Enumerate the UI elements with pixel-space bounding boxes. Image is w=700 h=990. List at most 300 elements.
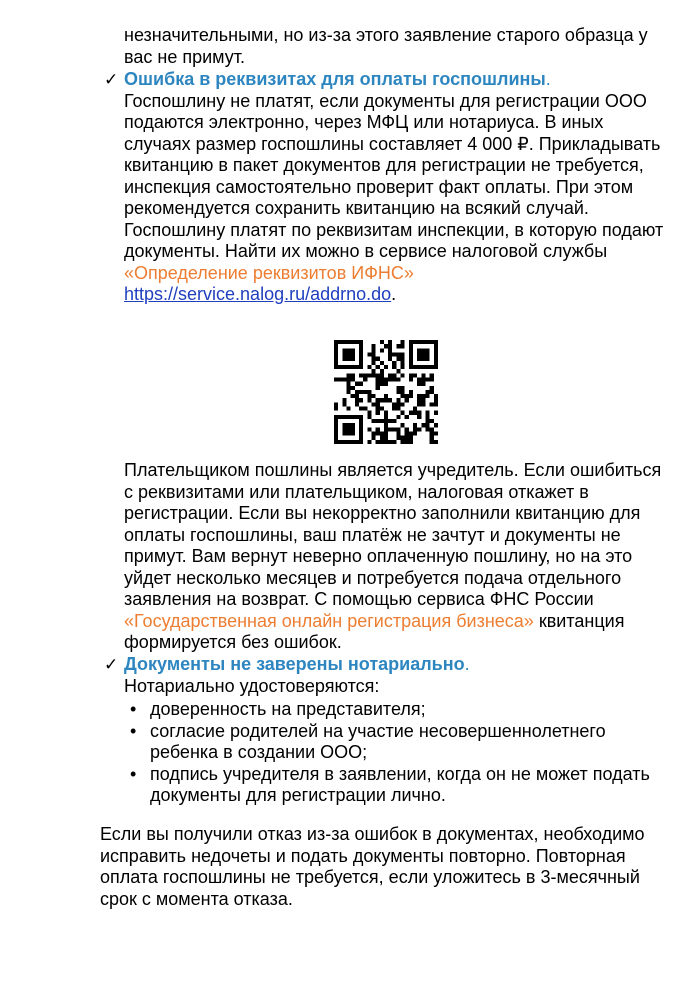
list-item: • подпись учредителя в заявлении, когда он не может подать документы для регистрации лично. bbox=[130, 763, 650, 805]
qr-module bbox=[417, 402, 421, 406]
qr-module bbox=[388, 427, 392, 431]
qr-module bbox=[367, 415, 371, 419]
qr-module bbox=[384, 440, 388, 444]
qr-module bbox=[376, 373, 380, 377]
heading-dot: . bbox=[545, 69, 551, 89]
qr-module bbox=[355, 402, 359, 406]
service-name-online-registration[interactable]: «Государственная онлайн регистрация бизнеса» bbox=[124, 610, 534, 631]
qr-module bbox=[334, 357, 338, 361]
qr-module bbox=[392, 373, 396, 377]
qr-module bbox=[409, 340, 413, 344]
qr-module bbox=[338, 365, 342, 369]
qr-module bbox=[421, 352, 425, 356]
payer-text: Плательщиком пошлины является учредитель. Если ошибиться с реквизитами или плательщиком, налоговая откажет в регистрации. Если вы некорректно заполнили квитанцию для оплаты госпошлины, ваш платёж не зачтут и документы не примут. Вам вернут неверно оплаченную пошлину, но на это уйдет несколько месяцев и потребуется подача отдельного заявления на возврат. С помощью сервиса ФНС России bbox=[124, 460, 662, 609]
qr-module bbox=[367, 352, 371, 356]
qr-module bbox=[359, 352, 363, 356]
qr-module bbox=[392, 365, 396, 369]
qr-module bbox=[384, 419, 388, 423]
qr-module bbox=[334, 432, 338, 436]
qr-module bbox=[409, 390, 413, 394]
qr-module bbox=[405, 398, 409, 402]
qr-module bbox=[430, 390, 434, 394]
qr-module bbox=[392, 419, 396, 423]
qr-module bbox=[426, 377, 430, 381]
qr-module bbox=[359, 398, 363, 402]
qr-module bbox=[380, 432, 384, 436]
qr-module bbox=[346, 390, 350, 394]
qr-module bbox=[367, 427, 371, 431]
qr-module bbox=[351, 348, 355, 352]
qr-module bbox=[346, 357, 350, 361]
qr-module bbox=[351, 377, 355, 381]
qr-module bbox=[359, 365, 363, 369]
url-period: . bbox=[391, 284, 397, 304]
qr-module bbox=[388, 398, 392, 402]
qr-module bbox=[359, 348, 363, 352]
qr-module bbox=[346, 352, 350, 356]
qr-module bbox=[421, 398, 425, 402]
qr-module bbox=[351, 423, 355, 427]
qr-module bbox=[430, 373, 434, 377]
qr-module bbox=[396, 390, 400, 394]
qr-module bbox=[346, 415, 350, 419]
qr-module bbox=[388, 352, 392, 356]
qr-module bbox=[417, 377, 421, 381]
qr-module bbox=[401, 386, 405, 390]
qr-module bbox=[342, 352, 346, 356]
qr-module bbox=[334, 419, 338, 423]
qr-module bbox=[384, 427, 388, 431]
qr-module bbox=[388, 357, 392, 361]
qr-module bbox=[409, 352, 413, 356]
qr-module bbox=[392, 377, 396, 381]
qr-module bbox=[355, 398, 359, 402]
qr-module bbox=[409, 348, 413, 352]
qr-module bbox=[401, 394, 405, 398]
qr-module bbox=[359, 390, 363, 394]
qr-module bbox=[384, 394, 388, 398]
qr-module bbox=[396, 352, 400, 356]
qr-module bbox=[409, 361, 413, 365]
item-notary bbox=[124, 654, 669, 697]
qr-module bbox=[417, 365, 421, 369]
qr-module bbox=[401, 361, 405, 365]
qr-module bbox=[346, 432, 350, 436]
qr-module bbox=[388, 419, 392, 423]
qr-module bbox=[355, 394, 359, 398]
qr-module bbox=[417, 427, 421, 431]
qr-module bbox=[355, 382, 359, 386]
qr-module bbox=[426, 340, 430, 344]
qr-module bbox=[342, 440, 346, 444]
qr-module bbox=[434, 365, 438, 369]
service-name-ifns[interactable]: «Определение реквизитов ИФНС» bbox=[124, 262, 414, 283]
qr-module bbox=[409, 373, 413, 377]
qr-module bbox=[421, 365, 425, 369]
qr-module bbox=[396, 369, 400, 373]
item-body: Госпошлину не платят, если документы для регистрации ООО подаются электронно, через МФЦ или нотариуса. В иных случаях размер госпошлины составляет 4 000 ₽. Прикладывать квитанцию в пакет документов для регистрации не требуется, инспекция самостоятельно проверит факт оплаты. При этом рекомендуется сохранить квитанцию на всякий случай. Госпошлину платят по реквизитам инспекции, в которую подают документы. Найти их можно в сервисе налоговой службы bbox=[124, 90, 664, 261]
qr-module bbox=[392, 352, 396, 356]
qr-module bbox=[346, 348, 350, 352]
qr-module bbox=[430, 340, 434, 344]
qr-module bbox=[401, 423, 405, 427]
qr-module bbox=[409, 394, 413, 398]
qr-module bbox=[342, 402, 346, 406]
qr-module bbox=[388, 340, 392, 344]
list-item: • согласие родителей на участие несовершеннолетнего ребенка в создании ООО; bbox=[130, 720, 606, 762]
qr-module bbox=[430, 365, 434, 369]
qr-module bbox=[359, 427, 363, 431]
heading-dot: . bbox=[464, 654, 470, 674]
qr-module bbox=[409, 432, 413, 436]
qr-module bbox=[371, 352, 375, 356]
qr-module bbox=[417, 411, 421, 415]
qr-module bbox=[380, 373, 384, 377]
qr-module bbox=[359, 436, 363, 440]
qr-module bbox=[355, 440, 359, 444]
qr-module bbox=[351, 440, 355, 444]
qr-module bbox=[434, 357, 438, 361]
qr-module bbox=[334, 352, 338, 356]
qr-module bbox=[421, 357, 425, 361]
qr-module bbox=[346, 377, 350, 381]
qr-module bbox=[401, 436, 405, 440]
qr-module bbox=[434, 344, 438, 348]
qr-module bbox=[359, 419, 363, 423]
qr-module bbox=[409, 365, 413, 369]
qr-module bbox=[426, 352, 430, 356]
qr-module bbox=[338, 377, 342, 381]
qr-module bbox=[396, 357, 400, 361]
qr-module bbox=[384, 382, 388, 386]
qr-module bbox=[401, 344, 405, 348]
qr-module bbox=[359, 361, 363, 365]
qr-module bbox=[405, 415, 409, 419]
qr-module bbox=[363, 373, 367, 377]
qr-module bbox=[434, 411, 438, 415]
item-payment-details bbox=[124, 69, 669, 306]
qr-module bbox=[380, 382, 384, 386]
qr-module bbox=[334, 348, 338, 352]
qr-module bbox=[380, 440, 384, 444]
qr-module bbox=[413, 373, 417, 377]
payer-tail: квитанция формируется без ошибок. bbox=[124, 610, 625, 652]
qr-module bbox=[346, 427, 350, 431]
qr-module bbox=[342, 377, 346, 381]
qr-module bbox=[409, 436, 413, 440]
qr-module bbox=[413, 340, 417, 344]
qr-module bbox=[334, 423, 338, 427]
qr-module bbox=[434, 394, 438, 398]
qr-module bbox=[421, 423, 425, 427]
qr-module bbox=[392, 407, 396, 411]
qr-module bbox=[413, 427, 417, 431]
qr-module bbox=[384, 344, 388, 348]
qr-module bbox=[384, 423, 388, 427]
qr-module bbox=[334, 361, 338, 365]
qr-module bbox=[426, 390, 430, 394]
qr-code-image bbox=[334, 340, 438, 444]
qr-module bbox=[417, 348, 421, 352]
qr-module bbox=[380, 436, 384, 440]
qr-module bbox=[401, 373, 405, 377]
qr-module bbox=[392, 361, 396, 365]
qr-module bbox=[359, 440, 363, 444]
qr-module bbox=[413, 365, 417, 369]
qr-module bbox=[384, 377, 388, 381]
qr-module bbox=[351, 340, 355, 344]
qr-module bbox=[371, 369, 375, 373]
qr-module bbox=[405, 394, 409, 398]
qr-module bbox=[392, 427, 396, 431]
qr-module bbox=[426, 423, 430, 427]
qr-module bbox=[401, 411, 405, 415]
qr-module bbox=[384, 436, 388, 440]
qr-module bbox=[426, 348, 430, 352]
qr-module bbox=[430, 419, 434, 423]
qr-module bbox=[384, 415, 388, 419]
qr-module bbox=[380, 398, 384, 402]
qr-module bbox=[346, 386, 350, 390]
qr-module bbox=[426, 427, 430, 431]
qr-module bbox=[392, 402, 396, 406]
qr-module bbox=[334, 427, 338, 431]
qr-module bbox=[342, 398, 346, 402]
qr-module bbox=[342, 427, 346, 431]
qr-module bbox=[417, 398, 421, 402]
qr-module bbox=[351, 432, 355, 436]
qr-module bbox=[430, 432, 434, 436]
qr-module bbox=[334, 365, 338, 369]
qr-module bbox=[409, 411, 413, 415]
qr-module bbox=[426, 415, 430, 419]
qr-module bbox=[342, 423, 346, 427]
qr-module bbox=[430, 440, 434, 444]
qr-module bbox=[342, 348, 346, 352]
qr-module bbox=[396, 407, 400, 411]
qr-module bbox=[359, 407, 363, 411]
qr-module bbox=[376, 419, 380, 423]
qr-module bbox=[376, 386, 380, 390]
qr-module bbox=[434, 440, 438, 444]
qr-module bbox=[367, 394, 371, 398]
qr-module bbox=[421, 377, 425, 381]
qr-module bbox=[417, 415, 421, 419]
qr-module bbox=[413, 423, 417, 427]
qr-module bbox=[376, 398, 380, 402]
qr-module bbox=[371, 361, 375, 365]
qr-module bbox=[342, 415, 346, 419]
qr-module bbox=[338, 340, 342, 344]
qr-module bbox=[363, 377, 367, 381]
qr-module bbox=[388, 377, 392, 381]
qr-module bbox=[371, 348, 375, 352]
qr-module bbox=[417, 340, 421, 344]
qr-module bbox=[401, 390, 405, 394]
qr-module bbox=[401, 365, 405, 369]
qr-module bbox=[421, 402, 425, 406]
qr-module bbox=[396, 398, 400, 402]
qr-module bbox=[371, 357, 375, 361]
qr-module bbox=[392, 440, 396, 444]
qr-module bbox=[371, 436, 375, 440]
qr-module bbox=[405, 440, 409, 444]
qr-module bbox=[351, 415, 355, 419]
qr-module bbox=[338, 440, 342, 444]
qr-module bbox=[376, 357, 380, 361]
bullet-icon: • bbox=[130, 720, 137, 741]
qr-module bbox=[434, 432, 438, 436]
qr-module bbox=[388, 373, 392, 377]
qr-module bbox=[430, 427, 434, 431]
qr-module bbox=[355, 365, 359, 369]
qr-module bbox=[351, 373, 355, 377]
qr-module bbox=[359, 373, 363, 377]
qr-module bbox=[351, 386, 355, 390]
item-heading: Документы не заверены нотариально bbox=[124, 654, 465, 674]
qr-module bbox=[334, 415, 338, 419]
qr-module bbox=[413, 407, 417, 411]
qr-module bbox=[351, 357, 355, 361]
qr-module bbox=[359, 344, 363, 348]
qr-module bbox=[371, 432, 375, 436]
qr-module bbox=[355, 415, 359, 419]
qr-module bbox=[371, 402, 375, 406]
qr-module bbox=[346, 365, 350, 369]
qr-module bbox=[351, 427, 355, 431]
qr-module bbox=[346, 340, 350, 344]
qr-module bbox=[342, 365, 346, 369]
checkmark-icon: ✓ bbox=[104, 70, 119, 89]
qr-module bbox=[417, 357, 421, 361]
qr-module bbox=[346, 440, 350, 444]
qr-module bbox=[430, 377, 434, 381]
qr-module bbox=[396, 415, 400, 419]
paragraph-continued: незначительными, но из-за этого заявление старого образца у вас не примут. bbox=[124, 25, 648, 67]
qr-module bbox=[334, 436, 338, 440]
final-paragraph: Если вы получили отказ из-за ошибок в документах, необходимо исправить недочеты и подать документы повторно. Повторная оплата госпошлины не требуется, если уложитесь в 3-месячный срок с момента отказа. bbox=[100, 824, 645, 909]
qr-module bbox=[380, 340, 384, 344]
qr-module bbox=[351, 365, 355, 369]
qr-module bbox=[434, 423, 438, 427]
qr-module bbox=[421, 373, 425, 377]
qr-module bbox=[413, 411, 417, 415]
qr-module bbox=[409, 344, 413, 348]
qr-module bbox=[342, 340, 346, 344]
qr-module bbox=[367, 398, 371, 402]
qr-module bbox=[426, 411, 430, 415]
qr-module bbox=[346, 373, 350, 377]
qr-module bbox=[405, 432, 409, 436]
qr-module bbox=[355, 340, 359, 344]
qr-module bbox=[355, 390, 359, 394]
notary-intro: Нотариально удостоверяются: bbox=[124, 675, 380, 696]
qr-module bbox=[421, 394, 425, 398]
qr-module bbox=[413, 432, 417, 436]
qr-module bbox=[334, 340, 338, 344]
qr-module bbox=[359, 415, 363, 419]
qr-module bbox=[434, 352, 438, 356]
qr-module bbox=[346, 423, 350, 427]
qr-module bbox=[376, 440, 380, 444]
qr-module bbox=[421, 340, 425, 344]
qr-module bbox=[359, 423, 363, 427]
qr-module bbox=[430, 436, 434, 440]
qr-module bbox=[334, 402, 338, 406]
qr-module bbox=[338, 415, 342, 419]
qr-module bbox=[380, 407, 384, 411]
qr-module bbox=[367, 390, 371, 394]
qr-module bbox=[359, 357, 363, 361]
qr-module bbox=[367, 440, 371, 444]
qr-module bbox=[359, 382, 363, 386]
qr-module bbox=[396, 427, 400, 431]
qr-module bbox=[346, 407, 350, 411]
qr-module bbox=[334, 407, 338, 411]
qr-module bbox=[380, 419, 384, 423]
qr-module bbox=[376, 411, 380, 415]
qr-module bbox=[334, 344, 338, 348]
item-heading: Ошибка в реквизитах для оплаты госпошлины bbox=[124, 69, 546, 89]
qr-module bbox=[401, 340, 405, 344]
qr-module bbox=[351, 352, 355, 356]
qr-module bbox=[401, 440, 405, 444]
checkmark-icon: ✓ bbox=[104, 655, 119, 674]
bullet-icon: • bbox=[130, 699, 137, 719]
bullet-icon: • bbox=[130, 763, 137, 784]
qr-module bbox=[417, 352, 421, 356]
qr-module bbox=[396, 402, 400, 406]
qr-module bbox=[417, 394, 421, 398]
qr-module bbox=[434, 402, 438, 406]
qr-module bbox=[396, 436, 400, 440]
qr-module bbox=[342, 357, 346, 361]
qr-module bbox=[401, 402, 405, 406]
qr-module bbox=[371, 373, 375, 377]
qr-module bbox=[359, 340, 363, 344]
qr-module bbox=[363, 390, 367, 394]
qr-module bbox=[434, 340, 438, 344]
qr-module bbox=[434, 398, 438, 402]
qr-module bbox=[396, 344, 400, 348]
qr-module bbox=[388, 344, 392, 348]
qr-module bbox=[380, 361, 384, 365]
qr-module bbox=[363, 407, 367, 411]
qr-module bbox=[409, 440, 413, 444]
paragraph-payer bbox=[124, 460, 669, 654]
qr-module bbox=[430, 386, 434, 390]
qr-module bbox=[421, 382, 425, 386]
qr-module bbox=[371, 344, 375, 348]
qr-module bbox=[405, 436, 409, 440]
qr-module bbox=[384, 432, 388, 436]
qr-module bbox=[388, 348, 392, 352]
qr-module bbox=[371, 419, 375, 423]
qr-module bbox=[367, 373, 371, 377]
qr-module bbox=[376, 407, 380, 411]
notary-list bbox=[130, 699, 670, 807]
qr-module bbox=[426, 394, 430, 398]
qr-module bbox=[409, 357, 413, 361]
qr-module bbox=[380, 348, 384, 352]
qr-module bbox=[384, 398, 388, 402]
qr-module bbox=[367, 411, 371, 415]
qr-module bbox=[380, 377, 384, 381]
qr-module bbox=[434, 361, 438, 365]
qr-module bbox=[401, 357, 405, 361]
service-url-link[interactable]: https://service.nalog.ru/addrno.do bbox=[124, 284, 392, 304]
qr-module bbox=[351, 394, 355, 398]
